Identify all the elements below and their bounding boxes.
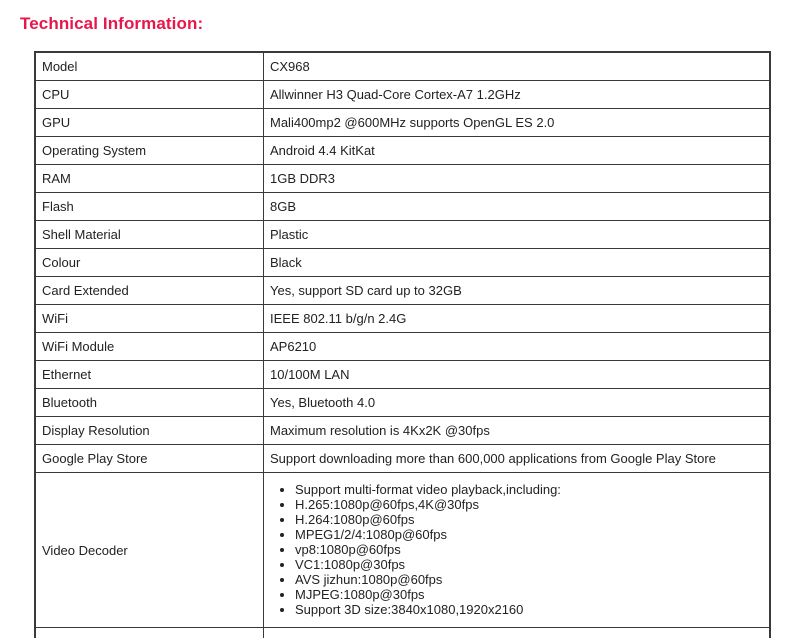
spec-table <box>34 51 771 638</box>
spec-value: Yes, support SD card up to 32GB <box>264 277 771 305</box>
list-item: • Support multi-format video playback,including: <box>295 482 769 497</box>
spec-key: Model <box>35 52 264 81</box>
spec-key: Video Decoder <box>35 473 264 628</box>
table-row <box>35 417 770 445</box>
table-row <box>35 165 770 193</box>
table-row <box>35 109 770 137</box>
spec-value: 1GB DDR3 <box>264 165 771 193</box>
list-item: • MPEG1/2/4:1080p@60fps <box>295 527 769 542</box>
video-format-list <box>264 478 769 617</box>
spec-key: RAM <box>35 165 264 193</box>
spec-key: Display Resolution <box>35 417 264 445</box>
spec-value: 10/100M LAN <box>264 361 771 389</box>
list-item: • MJPEG:1080p@30fps <box>295 587 769 602</box>
spec-value: Android 4.4 KitKat <box>264 137 771 165</box>
spec-value: Plastic <box>264 221 771 249</box>
spec-key: Flash <box>35 193 264 221</box>
table-row <box>35 333 770 361</box>
table-row <box>35 389 770 417</box>
list-item: • Support 3D size:3840x1080,1920x2160 <box>295 602 769 617</box>
list-item: • VC1:1080p@30fps <box>295 557 769 572</box>
spec-key: Colour <box>35 249 264 277</box>
list-item: • AVS jizhun:1080p@60fps <box>295 572 769 587</box>
spec-value-list-cell <box>264 473 771 628</box>
spec-value: Mali400mp2 @600MHz supports OpenGL ES 2.0 <box>264 109 771 137</box>
section-heading: Technical Information: <box>20 14 204 33</box>
spec-key: Shell Material <box>35 221 264 249</box>
spec-value: AP6210 <box>264 333 771 361</box>
spec-value: CX968 <box>264 52 771 81</box>
spec-key: Ethernet <box>35 361 264 389</box>
table-row <box>35 81 770 109</box>
spec-key: CPU <box>35 81 264 109</box>
spec-value: Maximum resolution is 4Kx2K @30fps <box>264 417 771 445</box>
table-row <box>35 249 770 277</box>
table-row <box>35 193 770 221</box>
list-item: • H.264:1080p@60fps <box>295 512 769 527</box>
spec-key: Bluetooth <box>35 389 264 417</box>
table-row-cut-off <box>35 628 770 638</box>
table-row <box>35 52 770 81</box>
table-row <box>35 445 770 473</box>
spec-value: Support downloading more than 600,000 applications from Google Play Store <box>264 445 771 473</box>
spec-key: WiFi Module <box>35 333 264 361</box>
spec-value: Allwinner H3 Quad-Core Cortex-A7 1.2GHz <box>264 81 771 109</box>
spec-key: Card Extended <box>35 277 264 305</box>
spec-key: Google Play Store <box>35 445 264 473</box>
spec-value: Black <box>264 249 771 277</box>
spec-key: GPU <box>35 109 264 137</box>
list-item: • H.265:1080p@60fps,4K@30fps <box>295 497 769 512</box>
spec-value: Yes, Bluetooth 4.0 <box>264 389 771 417</box>
spec-value: 8GB <box>264 193 771 221</box>
spec-value: IEEE 802.11 b/g/n 2.4G <box>264 305 771 333</box>
table-row <box>35 305 770 333</box>
spec-key: WiFi <box>35 305 264 333</box>
table-row-video-decoder <box>35 473 770 628</box>
table-row <box>35 361 770 389</box>
spec-key-empty <box>35 628 264 638</box>
spec-key: Operating System <box>35 137 264 165</box>
table-row <box>35 277 770 305</box>
list-item: • vp8:1080p@60fps <box>295 542 769 557</box>
spec-table-body <box>35 52 770 638</box>
table-row <box>35 137 770 165</box>
spec-value-empty <box>264 628 771 638</box>
table-row <box>35 221 770 249</box>
